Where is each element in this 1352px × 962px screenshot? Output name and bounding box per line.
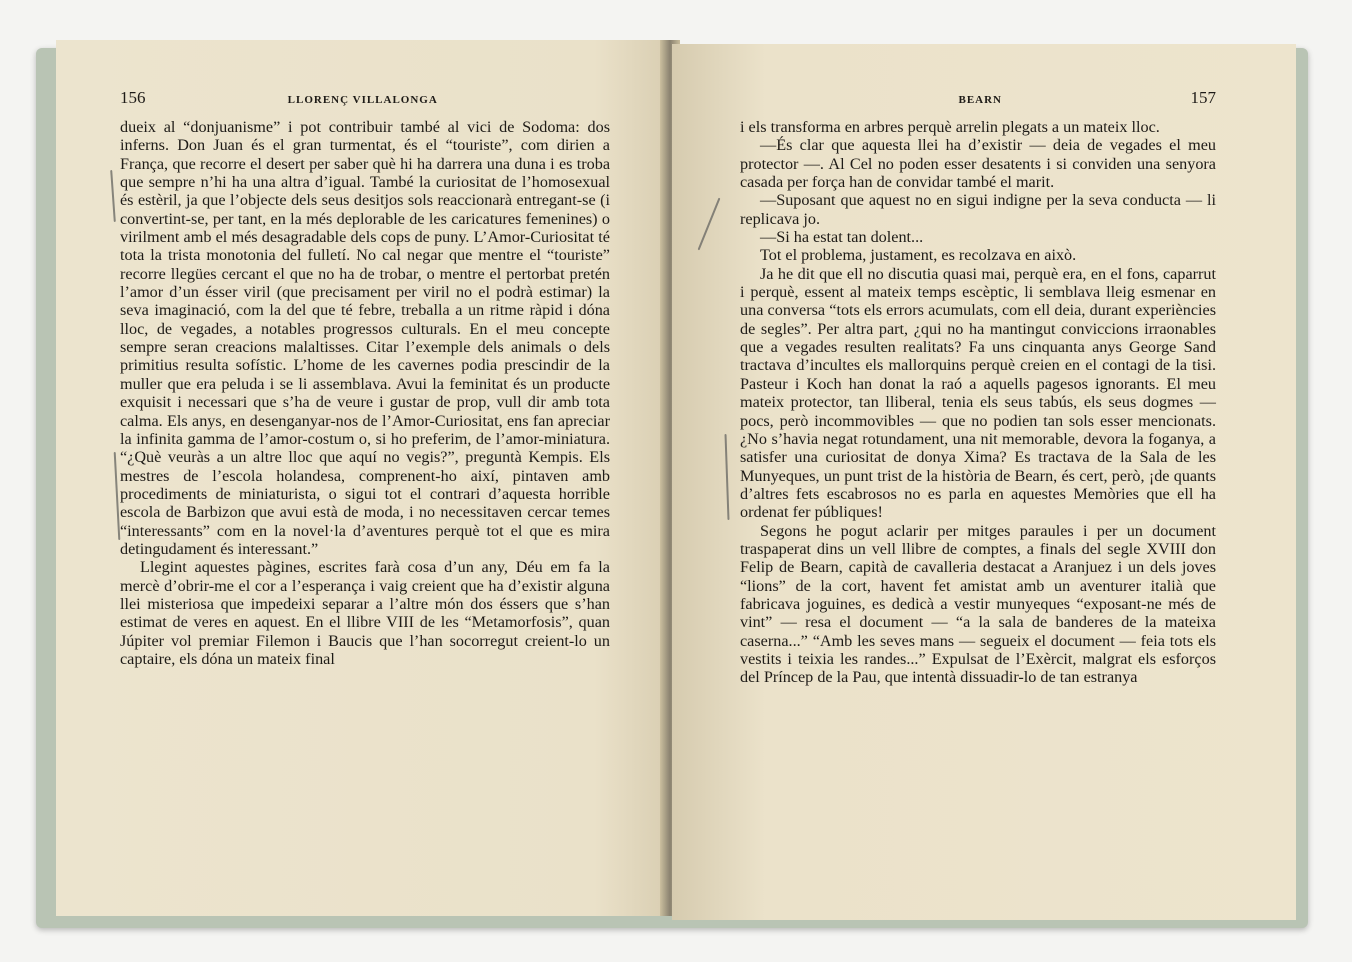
paragraph: —Si ha estat tan dolent...	[760, 228, 924, 247]
right-page	[672, 44, 1296, 920]
right-page-header	[740, 88, 1216, 108]
paragraph: Llegint aquestes pàgines, escrites farà cosa d’un any, Déu em fa la mercè d’obrir-me el cor a l’esperança i vaig creient que ha d’existir alguna llei misteriosa que impedeixi separar a l’altre món dos éssers que s’han estimat de veres en aquest. En el llibre VIII de les “Metamorfosis”, quan Júpiter vol premiar Filemon i Baucis que l’han socorregut creient-lo un captaire, els dóna un mateix final	[120, 558, 610, 668]
paragraph: i els transforma en arbres perquè arrelin plegats a un mateix lloc.	[740, 118, 1160, 136]
left-page	[56, 40, 668, 916]
paragraph: Segons he pogut aclarir per mitges paraules i per un document traspaperat dins un vell llibre de comptes, a finals del segle XVIII don Felip de Bearn, capità de cavalleria destacat a Aranjuez i un dels joves “lions” de la cort, havent fet amistat amb un aventurer italià que fabricava joguines, es dedicà a vestir munyeques “exposant-ne més de vint” — resa el document — “a la sala de banderes de la mateixa caserna...” “Amb les seves mans — segueix el document — feia tots els vestits i teixia les randes...” Expulsat de l’Exèrcit, malgrat els esforços del Príncep de la Pau, que intentà dissuadir-lo de tan estranya	[740, 521, 1216, 687]
left-page-body	[120, 118, 610, 668]
running-head-author: LLORENÇ VILLALONGA	[287, 94, 438, 106]
running-head-title: BEARN	[958, 94, 1002, 106]
page-number-right: 157	[1190, 88, 1216, 107]
right-page-body	[740, 118, 1216, 687]
paragraph: —Suposant que aquest no en sigui indigne per la seva conducta — li replicava jo.	[740, 191, 1216, 228]
paragraph: Ja he dit que ell no discutia quasi mai, perquè era, en el fons, caparrut i perquè, essent al mateix temps escèptic, li semblava lleig esmenar en una conversa “tots els errors acumulats, com ell deia, durant experiències de segles”. Per altra part, ¿qui no ha mantingut conviccions irraonables que a vegades resulten realitats? Fa uns cinquanta anys George Sand tractava d’incultes els mallorquins perquè creien en el contagi de la tisi. Pasteur i Koch han donat la raó a aquells pagesos ignorants. El meu mateix protector, tan lliberal, tenia els seus tabús, els seus dogmes — pocs, però incommovibles — que no podien tan sols esser mencionats. ¿No s’havia negat rotundament, una nit memorable, devora la foganya, a satisfer una curiositat de donya Xima? Es tractava de la Sala de les Munyeques, un punt trist de la història de Bearn, és cert, però, ¡de quants d’altres fets escabrosos no es parla en aquestes Memòries que ell ha ordenat fer públiques!	[740, 264, 1216, 522]
paragraph: dueix al “donjuanisme” i pot contribuir també al vici de Sodoma: dos inferns. Don Juan és el gran turmentat, és el “touriste”, com dirien a França, que recorre el desert per saber què hi ha darrera una duna i es troba que sempre n’hi ha una altra d’igual. També la curiositat de l’homosexual és estèril, ja que l’objecte dels seus desitjos sols reaccionarà entregant-se (i convertint-se, per tant, en la més deplorable de les caricatures femenines) o virilment amb el més desagradable dels cops de puny. L’Amor-Curiositat té tota la trista monotonia del fulletí. No cal negar que mentre el “touriste” recorre llegües cercant el que no ha de trobar, o mentre el pertorbat pretén l’amor d’un ésser viril (que precisament per viril no el podrà estimar) la seva imaginació, com la del que té febre, treballa a un ritme ràpid i dóna lloc, de vegades, a notables progressos culturals. En el meu concepte sempre seran creacions malaltisses. Citar l’exemple dels animals o dels primitius resulta sofístic. L’home de les cavernes podia prescindir de la muller que era peluda i se li assemblava. Avui la feminitat és un producte exquisit i necessari que s’ha de veure i gustar de prop, vull dir amb tota calma. Els anys, en desenganyar-nos de l’Amor-Curiositat, ens fan apreciar la infinita gamma de l’amor-costum o, si ho preferim, de l’amor-miniatura. “¿Què veuràs a un altre lloc que aquí no vegis?”, preguntà Kempis. Els mestres de l’escola holandesa, comprenent-ho així, pintaven amb procediments de miniaturista, o sigui tot el contrari d’aquesta horrible escola de Barbizon que avui està de moda, i no necessitaven cercar temes “interessants” com en la novel·la d’aventures perquè tot el que es mira detingudament és interessant.”	[120, 118, 610, 558]
page-number-left: 156	[120, 88, 146, 107]
left-page-header	[120, 88, 610, 108]
paragraph: Tot el problema, justament, es recolzava en això.	[760, 246, 1077, 265]
paragraph: —És clar que aquesta llei ha d’existir — deia de vegades el meu protector —. Al Cel no poden esser desatents i si conviden una senyora casada per força han de convidar també el marit.	[740, 136, 1216, 192]
